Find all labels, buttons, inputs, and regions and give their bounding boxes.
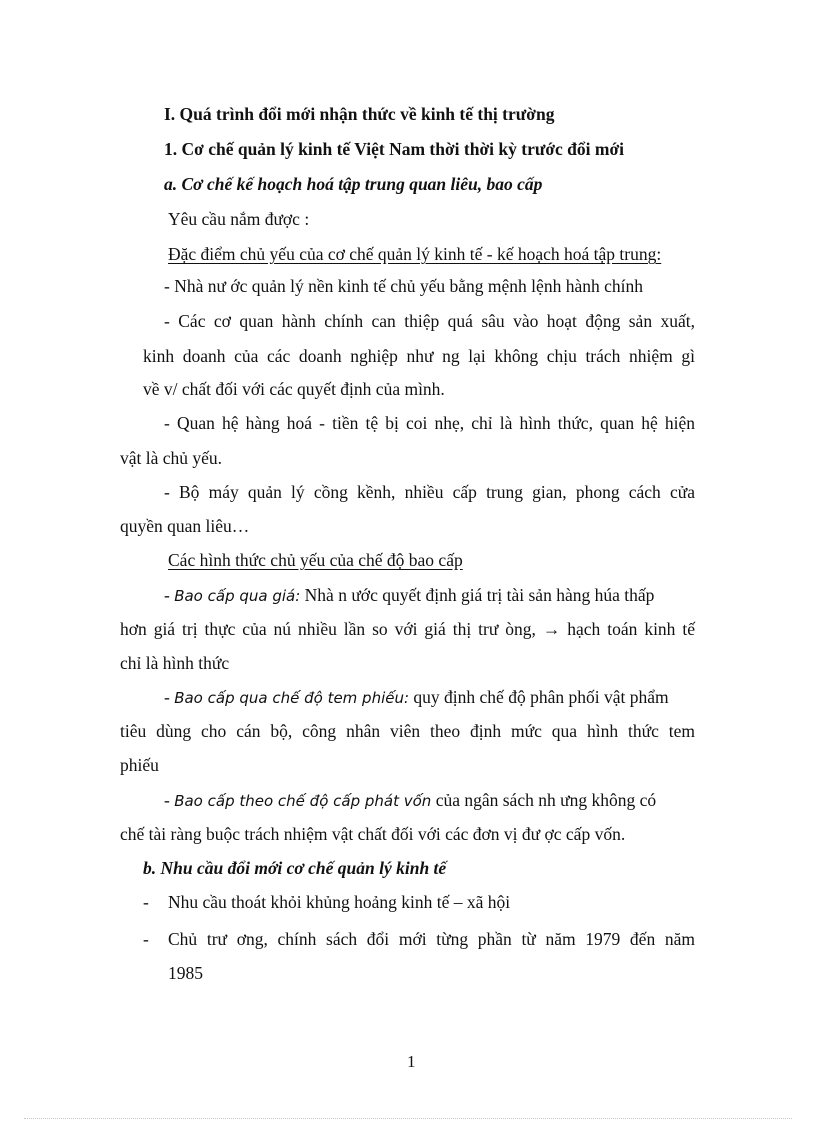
heading-1: I. Quá trình đổi mới nhận thức về kinh tế thị trường [164,104,555,124]
paragraph-1: - Nhà nư ớc quản lý nền kinh tế chủ yếu bằng mệnh lệnh hành chính [164,276,643,296]
paragraph-5-line-3: chỉ là hình thức [120,653,230,673]
paragraph-5-line-2: hơn giá trị thực của nú nhiều lần so với giá thị trư òng, → hạch toán kinh tế [120,619,695,639]
paragraph-6-line-1 [164,686,669,709]
term-capital-subsidy: Bao cấp theo chế độ cấp phát vốn [174,792,432,810]
section-b-heading: b. Nhu cầu đổi mới cơ chế quản lý kinh tế [143,858,447,878]
paragraph-2-line-2: kinh doanh của các doanh nghiệp như ng lại không chịu trách nhiệm gì [143,346,695,366]
subheading-subsidy-forms: Các hình thức chủ yếu của chế độ bao cấp [168,550,463,570]
term-coupon-subsidy: Bao cấp qua chế độ tem phiếu: [174,689,410,707]
paragraph-3-line-2: vật là chủ yếu. [120,448,223,468]
paragraph-6-rest: quy định chế độ phân phối vật phẩm [409,687,669,707]
section-a-heading: a. Cơ chế kế hoạch hoá tập trung quan liêu, bao cấp [164,174,543,194]
dash: - [164,687,175,707]
bullet-dash: - [143,929,149,949]
paragraph-2-line-1: - Các cơ quan hành chính can thiệp quá sâu vào hoạt động sản xuất, [164,311,695,331]
page-number: 1 [407,1052,416,1071]
heading-2: 1. Cơ chế quản lý kinh tế Việt Nam thời thời kỳ trước đổi mới [164,139,625,159]
bullet-dash: - [143,892,149,912]
paragraph-3-line-1: - Quan hệ hàng hoá - tiền tệ bị coi nhẹ, chỉ là hình thức, quan hệ hiện [164,413,695,433]
paragraph-6-line-2: tiêu dùng cho cán bộ, công nhân viên theo định mức qua hình thức tem [120,721,695,741]
subheading-features: Đặc điểm chủ yếu của cơ chế quản lý kinh tế - kế hoạch hoá tập trung: [168,244,662,264]
paragraph-5-rest: Nhà n ước quyết định giá trị tài sản hàng húa thấp [300,585,655,605]
requirement-text: Yêu cầu nắm được : [168,209,310,229]
paragraph-2-line-3: về v/ chất đối với các quyết định của mình. [143,379,445,399]
paragraph-5-line-1 [164,584,654,607]
paragraph-4-line-1: - Bộ máy quản lý cồng kềnh, nhiều cấp trung gian, phong cách cửa [164,482,695,502]
paragraph-6-line-3: phiếu [120,755,159,775]
paragraph-7-rest: của ngân sách nh ưng không có [431,790,657,810]
dash: - [164,790,175,810]
paragraph-7-line-1 [164,789,656,812]
paragraph-7-line-2: chế tài ràng buộc trách nhiệm vật chất đối với các đơn vị đư ợc cấp vốn. [120,824,626,844]
bullet-item-2-line-1: Chủ trư ơng, chính sách đổi mới từng phần từ năm 1979 đến năm [168,929,695,949]
dash: - [164,585,175,605]
bullet-item-1: Nhu cầu thoát khỏi khủng hoảng kinh tế – xã hội [168,892,511,912]
page-bottom-divider [24,1118,792,1119]
paragraph-4-line-2: quyền quan liêu… [120,516,250,536]
bullet-item-2-line-2: 1985 [168,963,203,983]
term-price-subsidy: Bao cấp qua giá: [174,587,301,605]
